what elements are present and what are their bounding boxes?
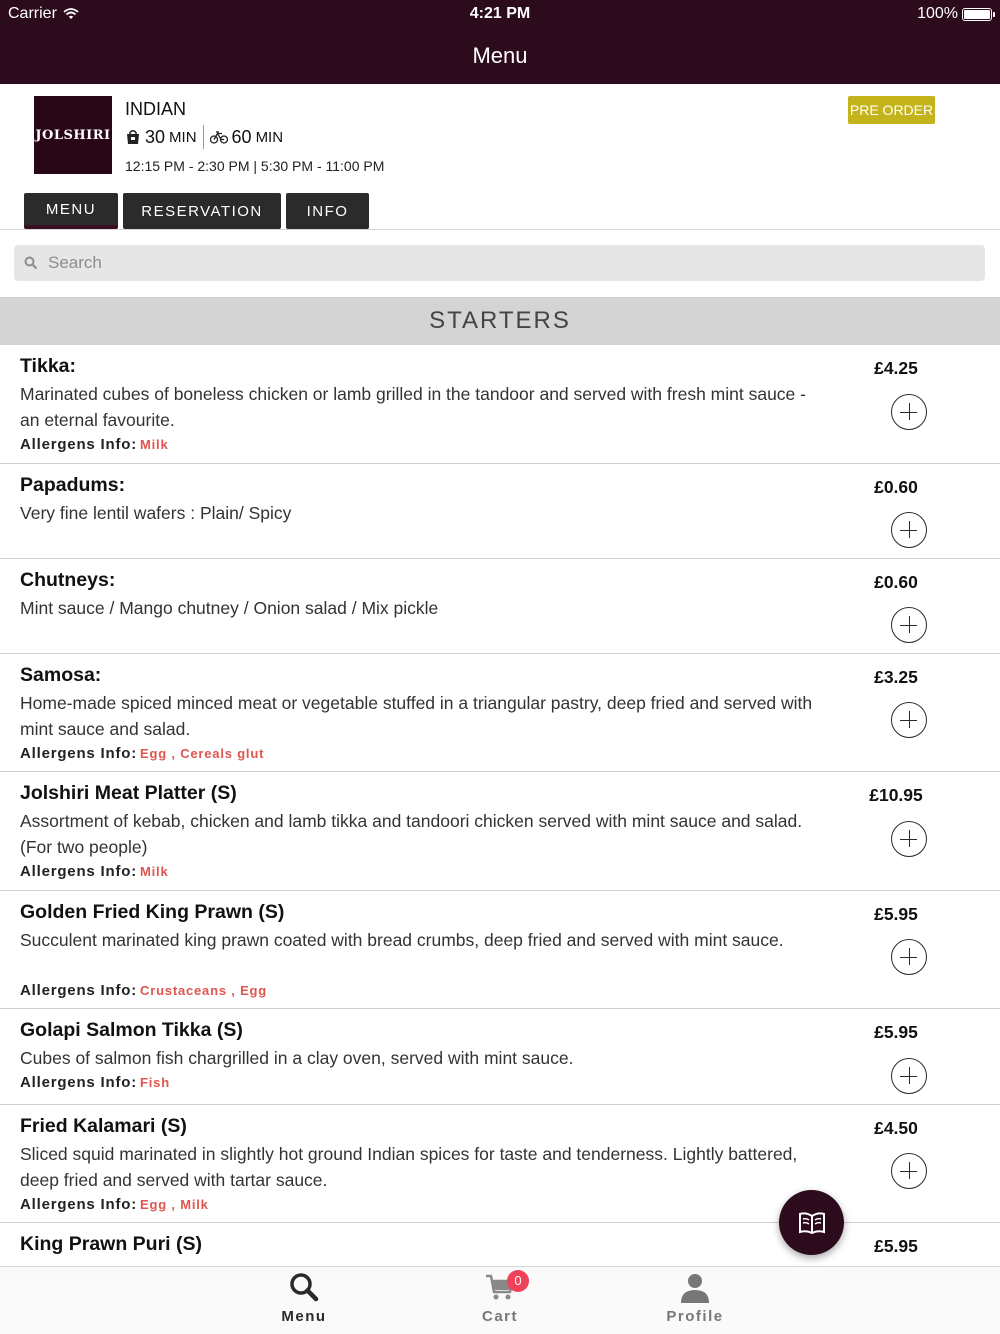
add-item-button[interactable]: [891, 512, 927, 548]
allergens-label: Allergens Info:: [20, 863, 138, 880]
add-item-button[interactable]: [891, 1153, 927, 1189]
allergens-values: Fish: [140, 1075, 170, 1090]
carrier-label: Carrier: [8, 5, 57, 22]
bottom-tab-label: Menu: [281, 1308, 327, 1325]
add-item-button[interactable]: [891, 821, 927, 857]
page-title: Menu: [472, 43, 528, 68]
add-item-button[interactable]: [891, 607, 927, 643]
add-item-button[interactable]: [891, 394, 927, 430]
menu-item[interactable]: [0, 654, 1000, 772]
bottom-tab-profile[interactable]: [635, 1267, 755, 1334]
allergens-values: Crustaceans , Egg: [140, 983, 268, 998]
logo-text: JOLSHIRI: [35, 127, 111, 143]
allergens-values: Milk: [140, 437, 169, 452]
item-price: £0.60: [874, 477, 918, 497]
restaurant-tabs: [24, 193, 369, 229]
divider: [203, 125, 204, 149]
item-name: Golden Fried King Prawn (S): [20, 901, 285, 923]
item-description: Cubes of salmon fish chargrilled in a clay oven, served with mint sauce.: [20, 1048, 574, 1068]
bottom-tab-bar: [0, 1266, 1000, 1334]
item-allergens: [20, 982, 267, 999]
allergens-values: Egg , Cereals glut: [140, 746, 265, 761]
search-input[interactable]: [48, 253, 948, 273]
allergens-label: Allergens Info:: [20, 982, 138, 999]
battery-icon: [962, 8, 992, 21]
tab-menu[interactable]: MENU: [24, 193, 118, 229]
item-description: Mint sauce / Mango chutney / Onion salad / Mix pickle: [20, 598, 439, 618]
item-description: Succulent marinated king prawn coated with bread crumbs, deep fried and served with mint sauce.: [20, 930, 784, 950]
menu-book-button[interactable]: [779, 1190, 844, 1255]
menu-item[interactable]: [0, 1105, 1000, 1223]
item-price: £0.60: [874, 572, 918, 592]
status-bar: [0, 0, 1000, 28]
item-name: Tikka:: [20, 355, 77, 377]
item-name: King Prawn Puri (S): [20, 1233, 203, 1255]
menu-item[interactable]: [0, 1223, 1000, 1266]
item-name: Golapi Salmon Tikka (S): [20, 1019, 243, 1041]
item-name: Fried Kalamari (S): [20, 1115, 187, 1137]
menu-item[interactable]: [0, 559, 1000, 654]
restaurant-header: [0, 84, 1000, 230]
item-description: Home-made spiced minced meat or vegetable stuffed in a triangular pastry, deep fried and served with mint sauce and salad.: [20, 693, 813, 739]
item-price: £3.25: [874, 667, 918, 687]
allergens-values: Egg , Milk: [140, 1197, 209, 1212]
item-price: £10.95: [869, 785, 923, 805]
delivery-unit: MIN: [255, 128, 284, 146]
item-price: £5.95: [874, 1022, 918, 1042]
opening-hours: 12:15 PM - 2:30 PM | 5:30 PM - 11:00 PM: [125, 158, 385, 174]
allergens-label: Allergens Info:: [20, 1196, 138, 1213]
bag-icon: [125, 129, 141, 145]
restaurant-logo: [34, 96, 112, 174]
item-allergens: [20, 436, 169, 453]
item-allergens: [20, 863, 169, 880]
search-icon: [24, 256, 38, 270]
collection-time: [125, 127, 197, 148]
nav-bar: [0, 28, 1000, 84]
tab-info[interactable]: INFO: [286, 193, 369, 229]
delivery-minutes: 60: [231, 126, 252, 147]
item-description: Marinated cubes of boneless chicken or lamb grilled in the tandoor and served with fresh mint sauce - an eternal favourite.: [20, 384, 806, 430]
item-name: Samosa:: [20, 664, 102, 686]
item-name: Papadums:: [20, 474, 126, 496]
item-allergens: [20, 1196, 209, 1213]
item-allergens: [20, 1074, 170, 1091]
menu-item[interactable]: [0, 345, 1000, 464]
menu-item[interactable]: [0, 1009, 1000, 1105]
allergens-label: Allergens Info:: [20, 745, 138, 762]
item-description: Very fine lentil wafers : Plain/ Spicy: [20, 503, 292, 523]
search-icon: [288, 1271, 320, 1303]
search-bar: [14, 245, 985, 281]
collection-unit: MIN: [169, 128, 197, 146]
section-header: STARTERS: [0, 297, 1000, 345]
item-name: Chutneys:: [20, 569, 116, 591]
bottom-tab-cart[interactable]: [440, 1267, 560, 1334]
menu-item[interactable]: [0, 464, 1000, 559]
cart-count-badge: 0: [507, 1270, 529, 1292]
menu-item[interactable]: [0, 891, 1000, 1009]
add-item-button[interactable]: [891, 939, 927, 975]
add-item-button[interactable]: [891, 702, 927, 738]
preorder-button[interactable]: PRE ORDER: [848, 96, 935, 124]
book-icon: [798, 1211, 826, 1235]
time-estimates: [125, 125, 283, 149]
item-description: Sliced squid marinated in slightly hot ground Indian spices for taste and tenderness. Lightly battered, deep fried and served with tartar sauce.: [20, 1144, 798, 1190]
delivery-time: [210, 127, 284, 148]
collection-minutes: 30: [145, 126, 166, 147]
clock: 4:21 PM: [469, 5, 531, 22]
bottom-tab-menu[interactable]: [244, 1267, 364, 1334]
cuisine-label: INDIAN: [125, 99, 187, 119]
battery-percent: 100%: [917, 5, 958, 22]
tab-reservation[interactable]: RESERVATION: [123, 193, 281, 229]
item-price: £4.50: [874, 1118, 918, 1138]
item-allergens: [20, 745, 264, 762]
item-price: £4.25: [874, 358, 918, 378]
item-price: £5.95: [874, 904, 918, 924]
allergens-values: Milk: [140, 864, 169, 879]
allergens-label: Allergens Info:: [20, 1074, 138, 1091]
allergens-label: Allergens Info:: [20, 436, 138, 453]
add-item-button[interactable]: [891, 1058, 927, 1094]
menu-list: [0, 345, 1000, 1266]
item-description: Assortment of kebab, chicken and lamb tikka and tandoori chicken served with mint sauce and salad. (For two people): [20, 811, 803, 857]
item-name: Jolshiri Meat Platter (S): [20, 782, 237, 804]
bicycle-icon: [210, 130, 228, 144]
person-icon: [679, 1271, 711, 1303]
battery-indicator: [917, 5, 992, 23]
bottom-tab-label: Cart: [481, 1308, 518, 1325]
menu-item[interactable]: [0, 772, 1000, 891]
bottom-tab-label: Profile: [666, 1308, 724, 1325]
item-price: £5.95: [874, 1236, 918, 1256]
